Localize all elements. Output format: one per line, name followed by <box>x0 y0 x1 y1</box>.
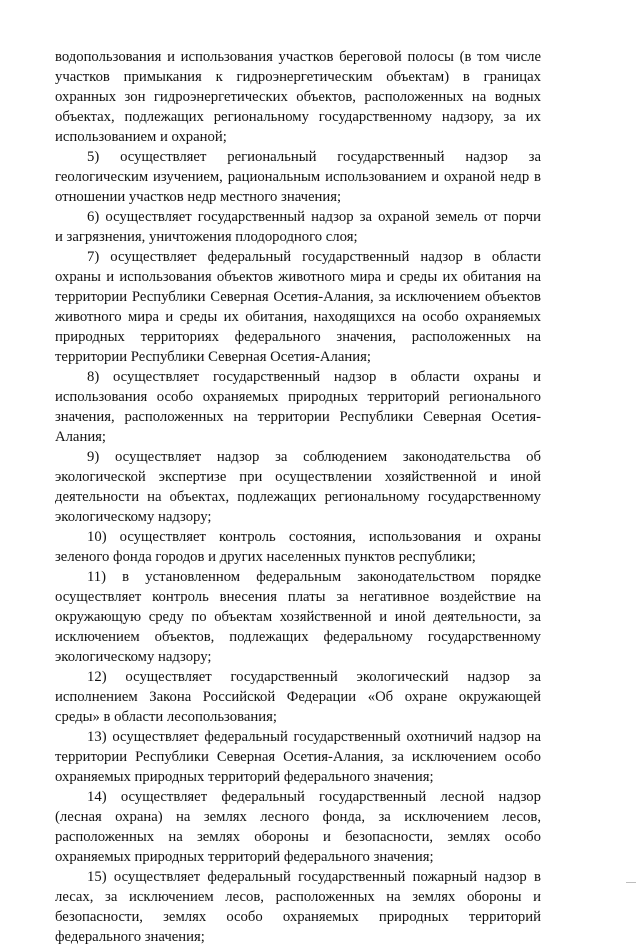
list-item <box>55 207 541 247</box>
text-line: (лесная охрана) на землях лесного фонда, за исключением лесов, <box>55 809 541 825</box>
text-line: федерального значения; <box>55 929 205 945</box>
text-line: безопасности, землях особо охраняемых природных территорий <box>55 909 541 925</box>
text-line: осуществляет контроль внесения платы за негативное воздействие на <box>55 589 541 605</box>
text-line: животного мира и среды их обитания, находящихся на особо охраняемых <box>55 309 541 325</box>
text-line: объектах, подлежащих региональному государственному надзору, за их <box>55 109 541 125</box>
page-edge-mark <box>626 882 636 883</box>
text-line: использования особо охраняемых природных территорий регионального <box>55 389 541 405</box>
text-line: 9) осуществляет надзор за соблюдением законодательства об <box>87 449 541 465</box>
text-line: расположенных на землях обороны и безопасности, землях особо <box>55 829 541 845</box>
text-line: 13) осуществляет федеральный государственный охотничий надзор на <box>87 729 541 745</box>
text-line: территории Республики Северная Осетия-Алания, за исключением особо <box>55 749 541 765</box>
list-item <box>55 147 541 207</box>
text-line: окружающую среду по объектам хозяйственной и иной деятельности, за <box>55 609 541 625</box>
text-line: экологической экспертизе при осуществлении хозяйственной и иной <box>55 469 541 485</box>
list-item <box>55 867 541 947</box>
text-line: экологическому надзору; <box>55 649 212 665</box>
text-line: водопользования и использования участков береговой полосы (в том числе <box>55 49 541 65</box>
continuation-paragraph <box>55 47 541 147</box>
text-line: значения, расположенных на территории Республики Северная Осетия- <box>55 409 541 425</box>
text-line: 5) осуществляет региональный государственный надзор за <box>87 149 541 165</box>
list-item <box>55 667 541 727</box>
text-line: 7) осуществляет федеральный государственный надзор в области <box>87 249 541 265</box>
text-line: исполнением Закона Российской Федерации «Об охране окружающей <box>55 689 541 705</box>
text-line: использованием и охраной; <box>55 129 227 145</box>
text-line: охраняемых природных территорий федерального значения; <box>55 849 434 865</box>
text-line: 11) в установленном федеральным законодательством порядке <box>87 569 541 585</box>
text-line: среды» в области лесопользования; <box>55 709 277 725</box>
text-line: охраняемых природных территорий федерального значения; <box>55 769 434 785</box>
text-line: 6) осуществляет государственный надзор за охраной земель от порчи <box>87 209 541 225</box>
text-line: деятельности на объектах, подлежащих региональному государственному <box>55 489 541 505</box>
list-item <box>55 367 541 447</box>
list-item <box>55 787 541 867</box>
list-item <box>55 247 541 367</box>
text-line: 15) осуществляет федеральный государственный пожарный надзор в <box>87 869 541 885</box>
text-line: экологическому надзору; <box>55 509 212 525</box>
text-line: охраны и использования объектов животного мира и среды их обитания на <box>55 269 541 285</box>
list-item <box>55 447 541 527</box>
text-line: охранных зон гидроэнергетических объектов, расположенных на водных <box>55 89 541 105</box>
text-line: 14) осуществляет федеральный государственный лесной надзор <box>87 789 541 805</box>
text-line: территории Республики Северная Осетия-Алания, за исключением объектов <box>55 289 541 305</box>
document-body <box>55 47 541 947</box>
text-line: зеленого фонда городов и других населенных пунктов республики; <box>55 549 476 565</box>
text-line: исключением объектов, подлежащих федеральному государственному <box>55 629 541 645</box>
text-line: отношении участков недр местного значения; <box>55 189 342 205</box>
text-line: 12) осуществляет государственный экологический надзор за <box>87 669 541 685</box>
text-line: Алания; <box>55 429 107 445</box>
list-item <box>55 567 541 667</box>
list-item <box>55 527 541 567</box>
text-line: 8) осуществляет государственный надзор в области охраны и <box>87 369 541 385</box>
text-line: 10) осуществляет контроль состояния, использования и охраны <box>87 529 541 545</box>
text-line: территории Республики Северная Осетия-Алания; <box>55 349 371 365</box>
list-item <box>55 727 541 787</box>
text-line: геологическим изучением, рациональным использованием и охраной недр в <box>55 169 541 185</box>
text-line: лесах, за исключением лесов, расположенных на землях обороны и <box>55 889 541 905</box>
text-line: и загрязнения, уничтожения плодородного слоя; <box>55 229 358 245</box>
text-line: участков примыкания к гидроэнергетическим объектам) в границах <box>55 69 541 85</box>
text-line: природных территориях федерального значения, расположенных на <box>55 329 541 345</box>
